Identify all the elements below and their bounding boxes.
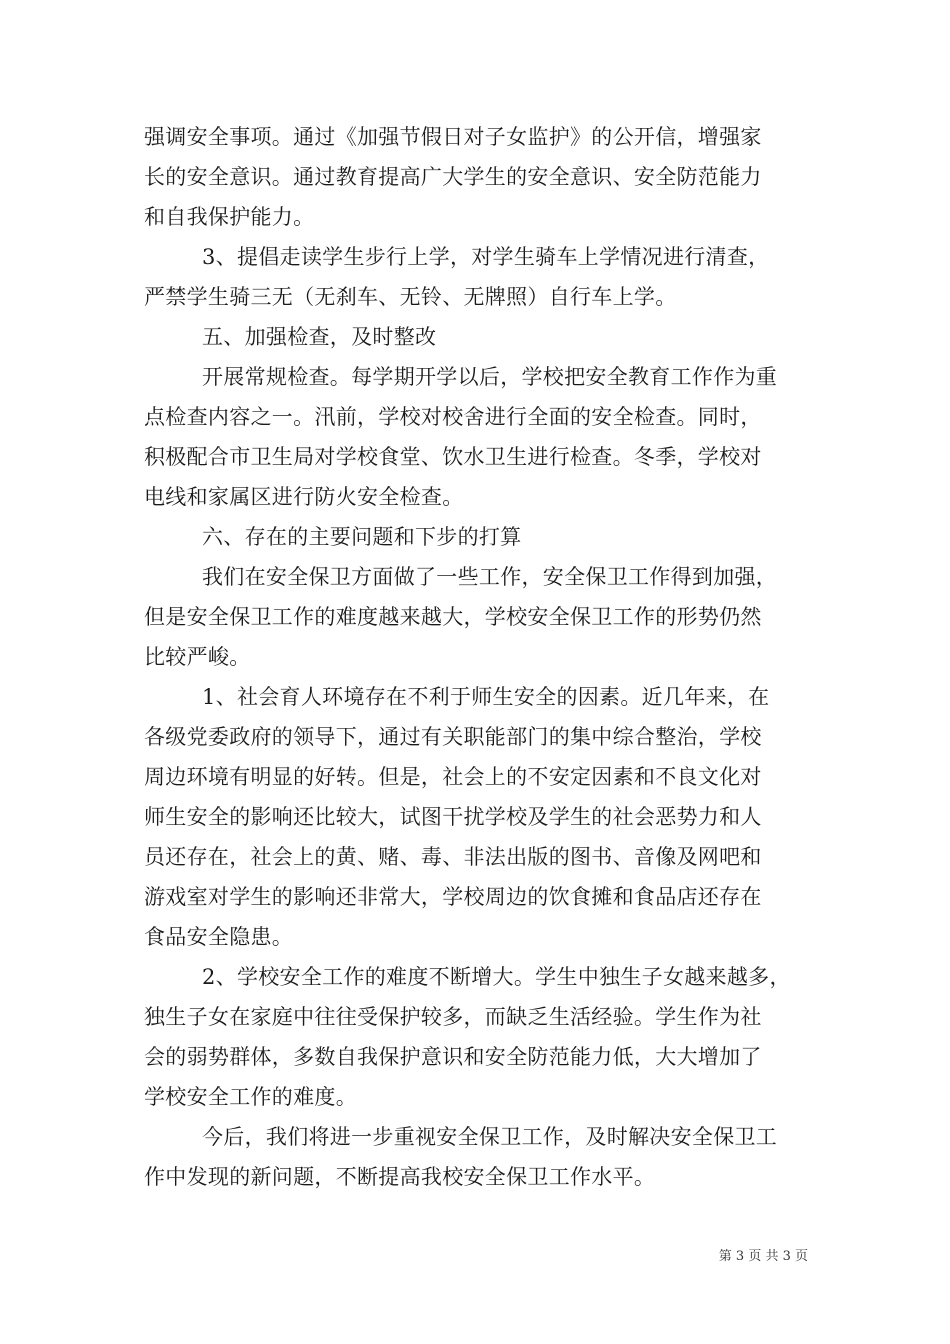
text-line: 游戏室对学生的影响还非常大，学校周边的饮食摊和食品店还存在	[144, 885, 762, 909]
section-heading: 六、存在的主要问题和下步的打算	[202, 525, 522, 549]
paragraph-start-line: 今后，我们将进一步重视安全保卫工作，及时解决安全保卫工	[202, 1125, 778, 1149]
text-line: 各级党委政府的领导下，通过有关职能部门的集中综合整治，学校	[144, 725, 762, 749]
paragraph-start-line: 1、社会育人环境存在不利于师生安全的因素。近几年来，在	[202, 685, 770, 709]
text-line: 比较严峻。	[144, 645, 251, 669]
text-line: 严禁学生骑三无（无刹车、无铃、无牌照）自行车上学。	[144, 285, 677, 309]
text-line: 和自我保护能力。	[144, 205, 315, 229]
text-line: 学校安全工作的难度。	[144, 1085, 357, 1109]
text-line: 但是安全保卫工作的难度越来越大，学校安全保卫工作的形势仍然	[144, 605, 762, 629]
paragraph-start-line: 2、学校安全工作的难度不断增大。学生中独生子女越来越多，	[202, 965, 791, 989]
section-heading: 五、加强检查，及时整改	[202, 325, 437, 349]
text-line: 强调安全事项。通过《加强节假日对子女监护》的公开信，增强家	[144, 125, 762, 149]
text-line: 点检查内容之一。汛前，学校对校舍进行全面的安全检查。同时，	[144, 405, 762, 429]
text-line: 周边环境有明显的好转。但是，社会上的不安定因素和不良文化对	[144, 765, 762, 789]
paragraph-start-line: 开展常规检查。每学期开学以后，学校把安全教育工作作为重	[202, 365, 778, 389]
text-line: 会的弱势群体，多数自我保护意识和安全防范能力低，大大增加了	[144, 1045, 762, 1069]
paragraph-start-line: 我们在安全保卫方面做了一些工作，安全保卫工作得到加强，	[202, 565, 778, 589]
text-line: 师生安全的影响还比较大，试图干扰学校及学生的社会恶势力和人	[144, 805, 762, 829]
text-line: 积极配合市卫生局对学校食堂、饮水卫生进行检查。冬季，学校对	[144, 445, 762, 469]
text-line: 独生子女在家庭中往往受保护较多，而缺乏生活经验。学生作为社	[144, 1005, 762, 1029]
text-line: 员还存在，社会上的黄、赌、毒、非法出版的图书、音像及网吧和	[144, 845, 762, 869]
text-line: 作中发现的新问题，不断提高我校安全保卫工作水平。	[144, 1165, 656, 1189]
page-number-footer: 第 3 页 共 3 页	[718, 1249, 808, 1264]
text-line: 食品安全隐患。	[144, 925, 294, 949]
text-line: 电线和家属区进行防火安全检查。	[144, 485, 464, 509]
document-body	[144, 117, 809, 1197]
paragraph-start-line: 3、提倡走读学生步行上学，对学生骑车上学情况进行清查，	[202, 245, 770, 269]
text-line: 长的安全意识。通过教育提高广大学生的安全意识、安全防范能力	[144, 165, 762, 189]
